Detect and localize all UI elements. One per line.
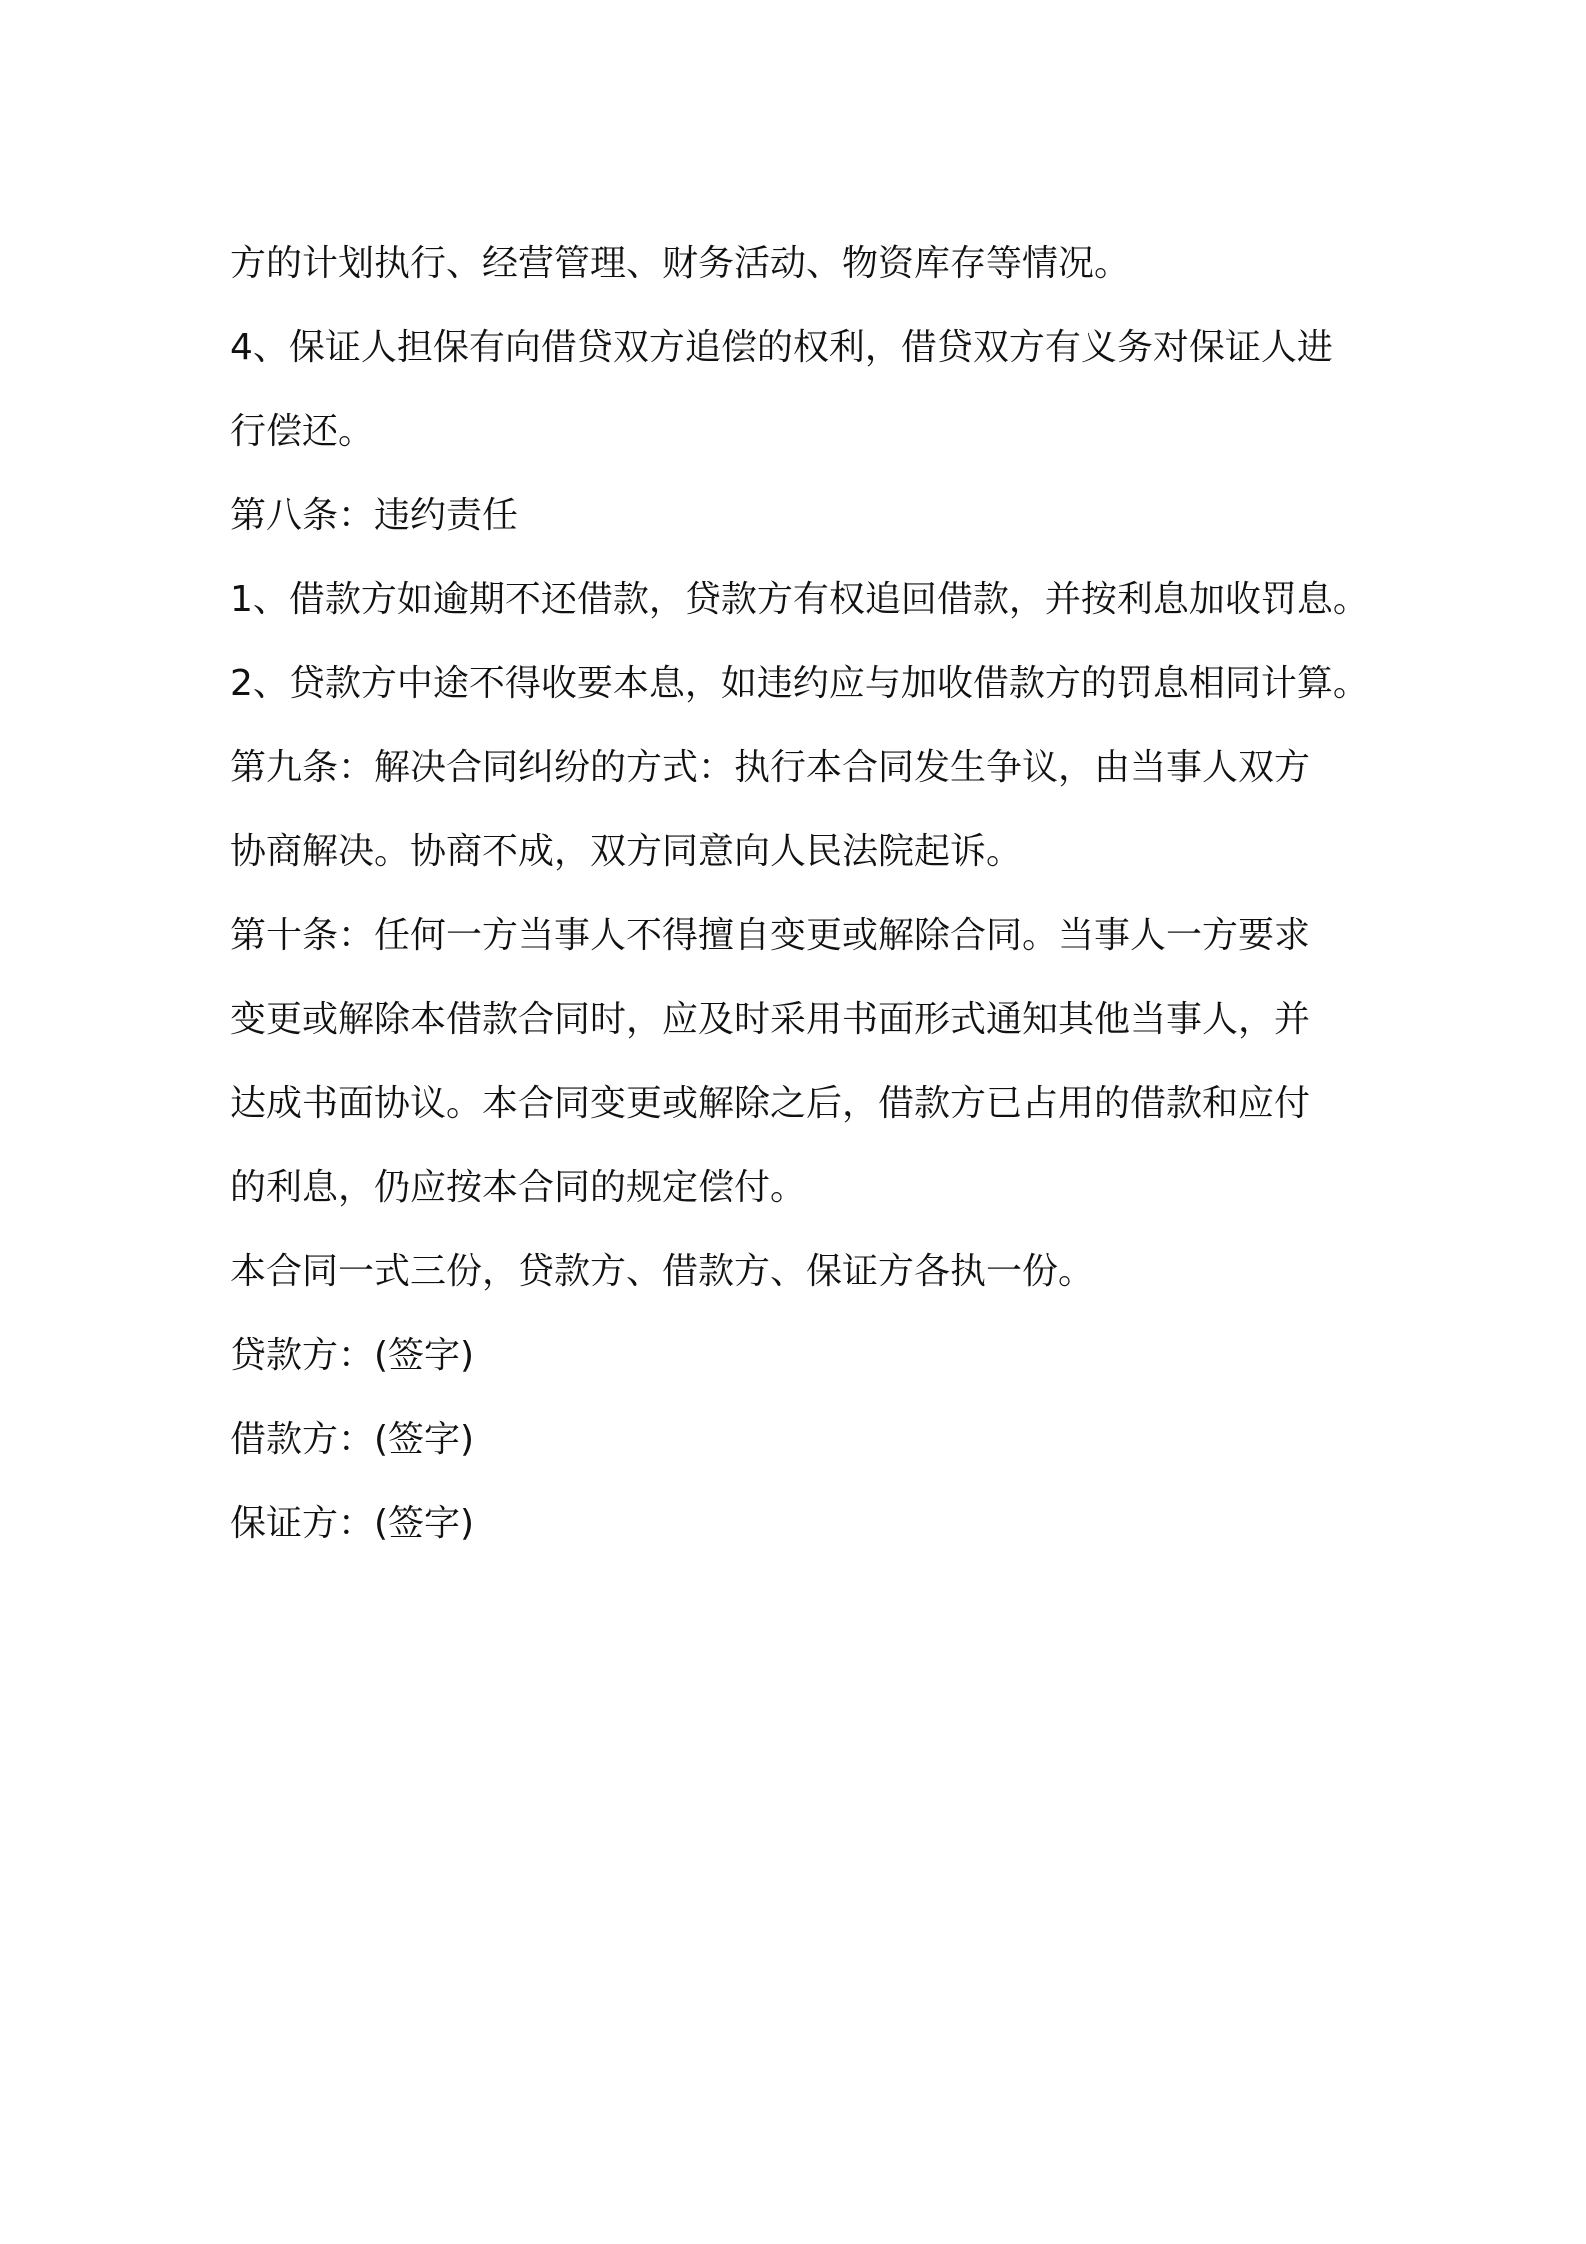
text-line: 协商解决。协商不成，双方同意向人民法院起诉。 — [230, 831, 1023, 872]
text-line: 第十条：任何一方当事人不得擅自变更或解除合同。当事人一方要求 — [230, 915, 1311, 956]
document-body — [230, 222, 1370, 1566]
signature-line-borrower: 借款方：(签字) — [230, 1419, 475, 1460]
text-line: 方的计划执行、经营管理、财务活动、物资库存等情况。 — [230, 243, 1131, 284]
signature-line-guarantor: 保证方：(签字) — [230, 1503, 475, 1544]
text-line: 2、贷款方中途不得收要本息，如违约应与加收借款方的罚息相同计算。 — [230, 663, 1369, 704]
text-line: 1、借款方如逾期不还借款，贷款方有权追回借款，并按利息加收罚息。 — [230, 579, 1369, 620]
text-line: 变更或解除本借款合同时，应及时采用书面形式通知其他当事人，并 — [230, 999, 1311, 1040]
text-line: 达成书面协议。本合同变更或解除之后，借款方已占用的借款和应付 — [230, 1083, 1311, 1124]
text-line: 行偿还。 — [230, 411, 375, 452]
text-line: 第九条：解决合同纠纷的方式：执行本合同发生争议，由当事人双方 — [230, 747, 1311, 788]
text-line: 4、保证人担保有向借贷双方追偿的权利，借贷双方有义务对保证人进 — [230, 327, 1333, 368]
text-line: 的利息，仍应按本合同的规定偿付。 — [230, 1167, 807, 1208]
signature-line-lender: 贷款方：(签字) — [230, 1335, 475, 1376]
text-line: 本合同一式三份，贷款方、借款方、保证方各执一份。 — [230, 1251, 1095, 1292]
section-heading: 第八条：违约责任 — [230, 495, 519, 536]
